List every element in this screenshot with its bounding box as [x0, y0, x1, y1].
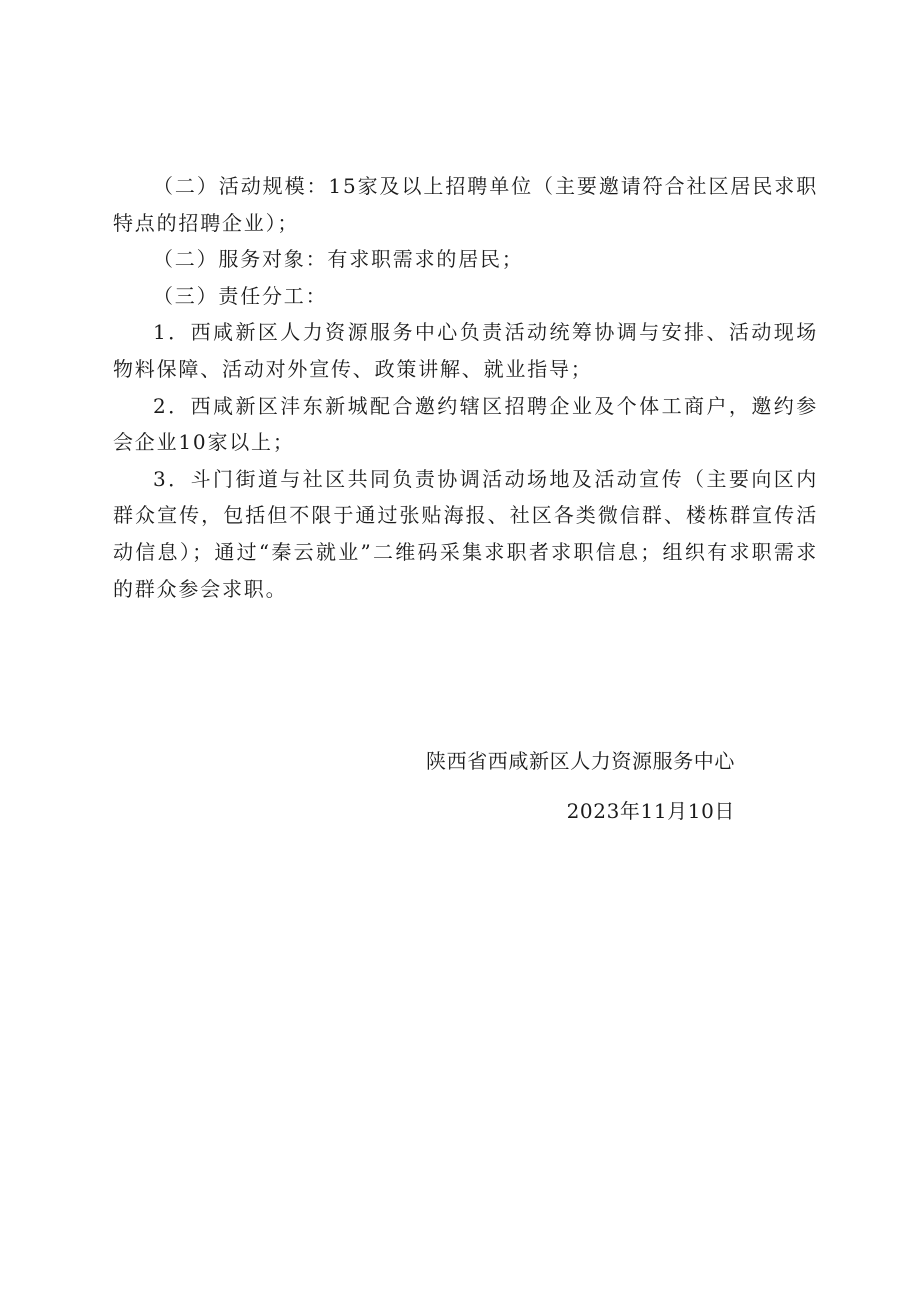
- paragraph-responsibility-2: 2．西咸新区沣东新城配合邀约辖区招聘企业及个体工商户，邀约参会企业10家以上；: [113, 393, 818, 455]
- signature-date: 2023年11月10日: [566, 799, 735, 823]
- document-body: [113, 168, 818, 607]
- paragraph-activity-scale: （二）活动规模：15家及以上招聘单位（主要邀请符合社区居民求职特点的招聘企业）；: [113, 174, 818, 235]
- signature-block: [426, 736, 735, 836]
- signature-organization: 陕西省西咸新区人力资源服务中心: [426, 749, 735, 773]
- paragraph-responsibility-3: 3．斗门街道与社区共同负责协调活动场地及活动宣传（主要向区内群众宣传，包括但不限于通过张贴海报、社区各类微信群、楼栋群宣传活动信息）；通过“秦云就业”二维码采集求职者求职信息；组织有求职需求的群众参会求职。: [113, 466, 818, 601]
- paragraph-service-target: （二）服务对象：有求职需求的居民；: [153, 247, 524, 272]
- paragraph-responsibility-heading: （三）责任分工：: [153, 283, 328, 308]
- paragraph-responsibility-1: 1．西咸新区人力资源服务中心负责活动统筹协调与安排、活动现场物料保障、活动对外宣传、政策讲解、就业指导；: [113, 320, 818, 381]
